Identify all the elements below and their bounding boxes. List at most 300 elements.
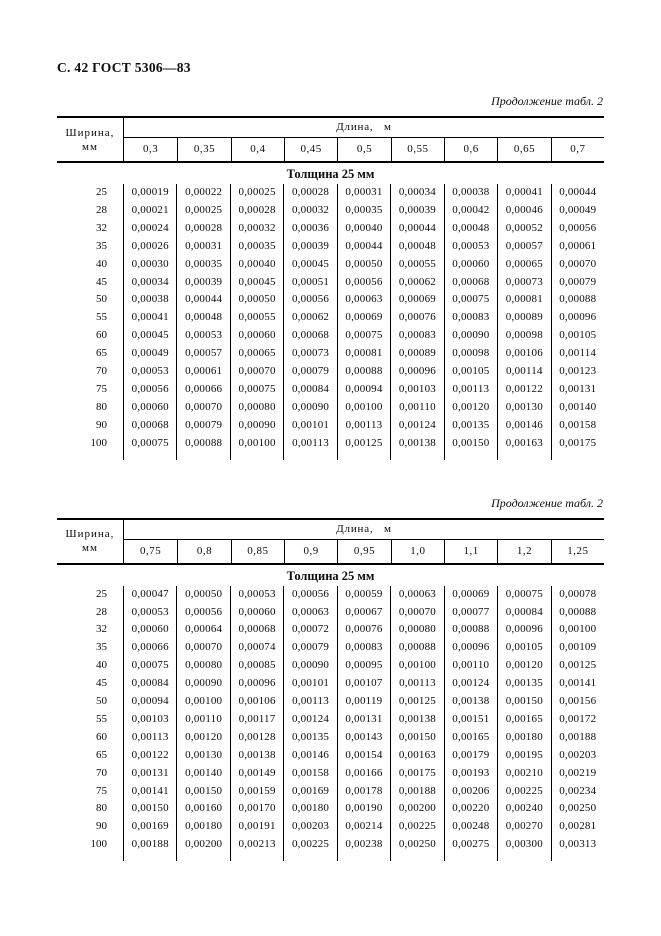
length-col-header: 0,85 bbox=[231, 540, 284, 563]
volume-cell: 0,00057 bbox=[497, 238, 550, 256]
width-cell: 75 bbox=[96, 382, 107, 395]
volume-cell: 0,00122 bbox=[497, 381, 550, 399]
volume-cell: 0,00281 bbox=[551, 818, 604, 836]
table-row bbox=[57, 818, 604, 836]
volume-cell: 0,00057 bbox=[176, 345, 229, 363]
table-row bbox=[57, 399, 604, 417]
table-row bbox=[57, 604, 604, 622]
volume-cell: 0,00206 bbox=[444, 783, 497, 801]
volume-cell: 0,00100 bbox=[337, 399, 390, 417]
volume-cell: 0,00065 bbox=[497, 256, 550, 274]
volume-cell: 0,00053 bbox=[123, 363, 176, 381]
volume-cell: 0,00165 bbox=[444, 729, 497, 747]
width-cell: 100 bbox=[90, 838, 107, 851]
volume-cell: 0,00075 bbox=[123, 435, 176, 460]
table-caption: Продолжение табл. 2 bbox=[491, 94, 603, 108]
volume-cell: 0,00203 bbox=[551, 747, 604, 765]
volume-cell: 0,00119 bbox=[337, 693, 390, 711]
volume-cell: 0,00200 bbox=[390, 800, 443, 818]
width-cell: 45 bbox=[96, 275, 107, 288]
volume-cell: 0,00141 bbox=[551, 675, 604, 693]
volume-cell: 0,00021 bbox=[123, 202, 176, 220]
volume-cell: 0,00056 bbox=[176, 604, 229, 622]
volume-cell: 0,00065 bbox=[230, 345, 283, 363]
volume-cell: 0,00063 bbox=[283, 604, 336, 622]
volume-cell: 0,00095 bbox=[337, 657, 390, 675]
volume-cell: 0,00088 bbox=[337, 363, 390, 381]
table-row bbox=[57, 836, 604, 861]
width-cell: 65 bbox=[96, 748, 107, 761]
volume-cell: 0,00096 bbox=[230, 675, 283, 693]
table-row bbox=[57, 220, 604, 238]
volume-cell: 0,00073 bbox=[497, 274, 550, 292]
width-cell: 65 bbox=[96, 347, 107, 360]
volume-cell: 0,00060 bbox=[444, 256, 497, 274]
volume-cell: 0,00188 bbox=[551, 729, 604, 747]
volume-cell: 0,00107 bbox=[337, 675, 390, 693]
volume-cell: 0,00032 bbox=[283, 202, 336, 220]
volume-cell: 0,00022 bbox=[176, 184, 229, 202]
volume-cell: 0,00130 bbox=[497, 399, 550, 417]
volume-cell: 0,00138 bbox=[390, 435, 443, 460]
volume-cell: 0,00158 bbox=[551, 417, 604, 435]
length-header: Длина, м bbox=[124, 118, 604, 138]
thickness-subheader: Толщина 25 мм bbox=[286, 167, 375, 181]
width-cell: 45 bbox=[96, 677, 107, 690]
width-header-line1: Ширина, bbox=[65, 528, 115, 541]
volume-cell: 0,00138 bbox=[390, 711, 443, 729]
table-body bbox=[57, 586, 604, 862]
volume-cell: 0,00114 bbox=[551, 345, 604, 363]
volume-cell: 0,00238 bbox=[337, 836, 390, 861]
volume-table-1 bbox=[57, 116, 604, 460]
volume-cell: 0,00079 bbox=[176, 417, 229, 435]
volume-cell: 0,00130 bbox=[176, 747, 229, 765]
length-col-header: 0,95 bbox=[337, 540, 390, 563]
volume-cell: 0,00180 bbox=[497, 729, 550, 747]
volume-cell: 0,00175 bbox=[390, 765, 443, 783]
volume-cell: 0,00088 bbox=[390, 639, 443, 657]
volume-cell: 0,00075 bbox=[230, 381, 283, 399]
volume-cell: 0,00150 bbox=[444, 435, 497, 460]
volume-cell: 0,00069 bbox=[337, 309, 390, 327]
volume-cell: 0,00100 bbox=[551, 621, 604, 639]
volume-cell: 0,00270 bbox=[497, 818, 550, 836]
table-row bbox=[57, 184, 604, 202]
volume-cell: 0,00156 bbox=[551, 693, 604, 711]
width-cell: 40 bbox=[96, 659, 107, 672]
length-column-headers bbox=[124, 540, 604, 563]
volume-cell: 0,00038 bbox=[444, 184, 497, 202]
volume-cell: 0,00055 bbox=[230, 309, 283, 327]
width-cell: 28 bbox=[96, 203, 107, 216]
volume-cell: 0,00140 bbox=[176, 765, 229, 783]
volume-cell: 0,00096 bbox=[444, 639, 497, 657]
volume-cell: 0,00248 bbox=[444, 818, 497, 836]
table-row bbox=[57, 435, 604, 460]
volume-cell: 0,00075 bbox=[444, 291, 497, 309]
volume-cell: 0,00050 bbox=[176, 586, 229, 604]
volume-cell: 0,00047 bbox=[123, 586, 176, 604]
volume-cell: 0,00055 bbox=[390, 256, 443, 274]
volume-cell: 0,00077 bbox=[444, 604, 497, 622]
volume-cell: 0,00040 bbox=[230, 256, 283, 274]
table-row bbox=[57, 765, 604, 783]
width-cell: 35 bbox=[96, 239, 107, 252]
volume-cell: 0,00141 bbox=[123, 783, 176, 801]
length-col-header: 0,65 bbox=[497, 138, 550, 161]
volume-cell: 0,00135 bbox=[444, 417, 497, 435]
volume-cell: 0,00191 bbox=[230, 818, 283, 836]
table-row bbox=[57, 657, 604, 675]
table-row bbox=[57, 711, 604, 729]
volume-cell: 0,00083 bbox=[444, 309, 497, 327]
volume-cell: 0,00056 bbox=[123, 381, 176, 399]
volume-cell: 0,00035 bbox=[176, 256, 229, 274]
width-cell: 80 bbox=[96, 400, 107, 413]
table-row bbox=[57, 675, 604, 693]
volume-cell: 0,00063 bbox=[390, 586, 443, 604]
volume-cell: 0,00110 bbox=[444, 657, 497, 675]
volume-cell: 0,00056 bbox=[337, 274, 390, 292]
width-column-header bbox=[57, 118, 124, 161]
volume-cell: 0,00075 bbox=[497, 586, 550, 604]
length-col-header: 0,55 bbox=[391, 138, 444, 161]
volume-cell: 0,00120 bbox=[444, 399, 497, 417]
thickness-subheader: Толщина 25 мм bbox=[286, 568, 375, 583]
volume-cell: 0,00225 bbox=[497, 783, 550, 801]
volume-cell: 0,00114 bbox=[497, 363, 550, 381]
volume-cell: 0,00103 bbox=[123, 711, 176, 729]
table-row bbox=[57, 729, 604, 747]
volume-cell: 0,00096 bbox=[551, 309, 604, 327]
volume-cell: 0,00225 bbox=[283, 836, 336, 861]
volume-cell: 0,00028 bbox=[176, 220, 229, 238]
volume-cell: 0,00084 bbox=[123, 675, 176, 693]
volume-cell: 0,00038 bbox=[123, 291, 176, 309]
width-cell: 28 bbox=[96, 605, 107, 618]
volume-cell: 0,00113 bbox=[337, 417, 390, 435]
width-cell: 55 bbox=[96, 712, 107, 725]
table-row bbox=[57, 693, 604, 711]
volume-cell: 0,00080 bbox=[176, 657, 229, 675]
volume-cell: 0,00109 bbox=[551, 639, 604, 657]
table-header bbox=[57, 116, 604, 163]
volume-cell: 0,00063 bbox=[337, 291, 390, 309]
volume-cell: 0,00180 bbox=[283, 800, 336, 818]
volume-cell: 0,00049 bbox=[551, 202, 604, 220]
volume-cell: 0,00089 bbox=[390, 345, 443, 363]
table-row bbox=[57, 202, 604, 220]
volume-cell: 0,00094 bbox=[337, 381, 390, 399]
volume-cell: 0,00083 bbox=[390, 327, 443, 345]
table-section-1 bbox=[57, 94, 604, 460]
width-header-line1: Ширина, bbox=[65, 126, 115, 139]
volume-cell: 0,00061 bbox=[176, 363, 229, 381]
volume-cell: 0,00074 bbox=[230, 639, 283, 657]
volume-cell: 0,00079 bbox=[283, 363, 336, 381]
table-row bbox=[57, 363, 604, 381]
volume-cell: 0,00034 bbox=[390, 184, 443, 202]
width-cell: 70 bbox=[96, 766, 107, 779]
volume-cell: 0,00068 bbox=[123, 417, 176, 435]
width-cell: 25 bbox=[96, 587, 107, 600]
volume-cell: 0,00039 bbox=[283, 238, 336, 256]
volume-cell: 0,00069 bbox=[390, 291, 443, 309]
volume-cell: 0,00163 bbox=[390, 747, 443, 765]
volume-cell: 0,00110 bbox=[390, 399, 443, 417]
volume-cell: 0,00178 bbox=[337, 783, 390, 801]
width-cell: 90 bbox=[96, 418, 107, 431]
length-col-header: 1,2 bbox=[497, 540, 550, 563]
volume-cell: 0,00135 bbox=[497, 675, 550, 693]
width-cell: 75 bbox=[96, 784, 107, 797]
volume-cell: 0,00046 bbox=[497, 202, 550, 220]
length-header-group bbox=[124, 520, 604, 563]
volume-cell: 0,00048 bbox=[444, 220, 497, 238]
volume-cell: 0,00084 bbox=[283, 381, 336, 399]
volume-cell: 0,00044 bbox=[176, 291, 229, 309]
volume-cell: 0,00042 bbox=[444, 202, 497, 220]
volume-cell: 0,00039 bbox=[176, 274, 229, 292]
volume-cell: 0,00070 bbox=[176, 399, 229, 417]
volume-cell: 0,00075 bbox=[123, 657, 176, 675]
volume-cell: 0,00049 bbox=[123, 345, 176, 363]
volume-cell: 0,00113 bbox=[444, 381, 497, 399]
volume-cell: 0,00044 bbox=[390, 220, 443, 238]
volume-cell: 0,00150 bbox=[123, 800, 176, 818]
length-col-header: 0,5 bbox=[337, 138, 390, 161]
volume-cell: 0,00073 bbox=[283, 345, 336, 363]
volume-cell: 0,00159 bbox=[230, 783, 283, 801]
volume-cell: 0,00048 bbox=[176, 309, 229, 327]
volume-cell: 0,00140 bbox=[551, 399, 604, 417]
volume-cell: 0,00045 bbox=[283, 256, 336, 274]
volume-cell: 0,00113 bbox=[123, 729, 176, 747]
volume-cell: 0,00106 bbox=[230, 693, 283, 711]
volume-cell: 0,00070 bbox=[230, 363, 283, 381]
length-col-header: 1,25 bbox=[551, 540, 604, 563]
length-col-header: 0,45 bbox=[284, 138, 337, 161]
width-cell: 60 bbox=[96, 329, 107, 342]
volume-cell: 0,00120 bbox=[176, 729, 229, 747]
volume-cell: 0,00172 bbox=[551, 711, 604, 729]
volume-cell: 0,00190 bbox=[337, 800, 390, 818]
width-cell: 50 bbox=[96, 695, 107, 708]
volume-cell: 0,00050 bbox=[337, 256, 390, 274]
volume-cell: 0,00179 bbox=[444, 747, 497, 765]
volume-cell: 0,00085 bbox=[230, 657, 283, 675]
volume-cell: 0,00138 bbox=[230, 747, 283, 765]
volume-cell: 0,00105 bbox=[497, 639, 550, 657]
volume-cell: 0,00125 bbox=[551, 657, 604, 675]
volume-cell: 0,00220 bbox=[444, 800, 497, 818]
volume-cell: 0,00030 bbox=[123, 256, 176, 274]
volume-cell: 0,00096 bbox=[497, 621, 550, 639]
volume-cell: 0,00028 bbox=[230, 202, 283, 220]
width-cell: 60 bbox=[96, 730, 107, 743]
length-col-header: 1,0 bbox=[391, 540, 444, 563]
volume-cell: 0,00035 bbox=[230, 238, 283, 256]
volume-cell: 0,00080 bbox=[390, 621, 443, 639]
table-row bbox=[57, 256, 604, 274]
length-col-header: 0,75 bbox=[140, 544, 162, 557]
table-row bbox=[57, 639, 604, 657]
volume-cell: 0,00128 bbox=[230, 729, 283, 747]
volume-cell: 0,00053 bbox=[444, 238, 497, 256]
volume-cell: 0,00169 bbox=[283, 783, 336, 801]
volume-cell: 0,00188 bbox=[390, 783, 443, 801]
width-cell: 32 bbox=[96, 623, 107, 636]
volume-cell: 0,00036 bbox=[283, 220, 336, 238]
volume-cell: 0,00039 bbox=[390, 202, 443, 220]
volume-cell: 0,00060 bbox=[230, 327, 283, 345]
volume-cell: 0,00125 bbox=[390, 693, 443, 711]
table-header bbox=[57, 518, 604, 565]
volume-cell: 0,00163 bbox=[497, 435, 550, 460]
volume-cell: 0,00105 bbox=[551, 327, 604, 345]
volume-cell: 0,00150 bbox=[497, 693, 550, 711]
volume-cell: 0,00053 bbox=[176, 327, 229, 345]
volume-cell: 0,00045 bbox=[230, 274, 283, 292]
width-column-header bbox=[57, 520, 124, 563]
volume-cell: 0,00078 bbox=[551, 586, 604, 604]
volume-cell: 0,00090 bbox=[283, 657, 336, 675]
volume-cell: 0,00313 bbox=[551, 836, 604, 861]
width-cell: 90 bbox=[96, 820, 107, 833]
table-row bbox=[57, 274, 604, 292]
width-cell: 100 bbox=[90, 436, 107, 449]
volume-cell: 0,00098 bbox=[444, 345, 497, 363]
volume-cell: 0,00100 bbox=[390, 657, 443, 675]
table-row bbox=[57, 417, 604, 435]
volume-cell: 0,00040 bbox=[337, 220, 390, 238]
volume-cell: 0,00031 bbox=[337, 184, 390, 202]
volume-cell: 0,00067 bbox=[337, 604, 390, 622]
volume-cell: 0,00068 bbox=[230, 621, 283, 639]
volume-cell: 0,00070 bbox=[390, 604, 443, 622]
length-col-header: 0,3 bbox=[143, 143, 159, 155]
volume-cell: 0,00158 bbox=[283, 765, 336, 783]
volume-cell: 0,00041 bbox=[497, 184, 550, 202]
volume-cell: 0,00124 bbox=[444, 675, 497, 693]
page-title: С. 42 ГОСТ 5306—83 bbox=[57, 60, 191, 75]
width-cell: 40 bbox=[96, 257, 107, 270]
volume-cell: 0,00124 bbox=[283, 711, 336, 729]
volume-cell: 0,00113 bbox=[390, 675, 443, 693]
volume-cell: 0,00076 bbox=[337, 621, 390, 639]
volume-cell: 0,00094 bbox=[123, 693, 176, 711]
volume-cell: 0,00101 bbox=[283, 675, 336, 693]
volume-cell: 0,00061 bbox=[551, 238, 604, 256]
width-header-line2: мм bbox=[82, 140, 98, 153]
volume-cell: 0,00103 bbox=[390, 381, 443, 399]
volume-cell: 0,00088 bbox=[551, 604, 604, 622]
table-row bbox=[57, 800, 604, 818]
table-row bbox=[57, 238, 604, 256]
volume-cell: 0,00149 bbox=[230, 765, 283, 783]
volume-cell: 0,00070 bbox=[176, 639, 229, 657]
volume-cell: 0,00100 bbox=[230, 435, 283, 460]
volume-cell: 0,00090 bbox=[176, 675, 229, 693]
volume-cell: 0,00081 bbox=[497, 291, 550, 309]
volume-cell: 0,00100 bbox=[176, 693, 229, 711]
volume-cell: 0,00088 bbox=[444, 621, 497, 639]
table-caption: Продолжение табл. 2 bbox=[491, 495, 603, 510]
volume-cell: 0,00051 bbox=[283, 274, 336, 292]
volume-cell: 0,00110 bbox=[176, 711, 229, 729]
length-header: Длина, м bbox=[124, 520, 604, 540]
width-cell: 70 bbox=[96, 365, 107, 378]
volume-cell: 0,00143 bbox=[337, 729, 390, 747]
width-header-line2: мм bbox=[82, 542, 98, 555]
width-cell: 80 bbox=[96, 802, 107, 815]
table-row bbox=[57, 309, 604, 327]
volume-cell: 0,00169 bbox=[123, 818, 176, 836]
table-body bbox=[57, 184, 604, 460]
volume-cell: 0,00050 bbox=[230, 291, 283, 309]
width-cell: 25 bbox=[96, 186, 107, 198]
volume-cell: 0,00032 bbox=[230, 220, 283, 238]
volume-cell: 0,00053 bbox=[123, 604, 176, 622]
table-row bbox=[57, 783, 604, 801]
volume-cell: 0,00195 bbox=[497, 747, 550, 765]
volume-cell: 0,00079 bbox=[551, 274, 604, 292]
length-column-headers bbox=[124, 138, 604, 161]
volume-cell: 0,00131 bbox=[123, 765, 176, 783]
volume-cell: 0,00076 bbox=[390, 309, 443, 327]
volume-cell: 0,00200 bbox=[176, 836, 229, 861]
volume-cell: 0,00048 bbox=[390, 238, 443, 256]
volume-cell: 0,00105 bbox=[444, 363, 497, 381]
volume-cell: 0,00106 bbox=[497, 345, 550, 363]
table-row bbox=[57, 381, 604, 399]
volume-cell: 0,00052 bbox=[497, 220, 550, 238]
volume-cell: 0,00146 bbox=[283, 747, 336, 765]
volume-cell: 0,00056 bbox=[551, 220, 604, 238]
volume-cell: 0,00250 bbox=[551, 800, 604, 818]
width-cell: 35 bbox=[96, 641, 107, 654]
volume-cell: 0,00080 bbox=[230, 399, 283, 417]
length-col-header: 1,1 bbox=[444, 540, 497, 563]
volume-cell: 0,00146 bbox=[497, 417, 550, 435]
volume-cell: 0,00062 bbox=[390, 274, 443, 292]
volume-cell: 0,00069 bbox=[444, 586, 497, 604]
volume-cell: 0,00024 bbox=[123, 220, 176, 238]
volume-cell: 0,00041 bbox=[123, 309, 176, 327]
volume-cell: 0,00113 bbox=[283, 435, 336, 460]
volume-cell: 0,00070 bbox=[551, 256, 604, 274]
volume-cell: 0,00125 bbox=[337, 435, 390, 460]
volume-cell: 0,00214 bbox=[337, 818, 390, 836]
volume-cell: 0,00083 bbox=[337, 639, 390, 657]
volume-cell: 0,00056 bbox=[283, 586, 336, 604]
volume-cell: 0,00150 bbox=[176, 783, 229, 801]
volume-cell: 0,00219 bbox=[551, 765, 604, 783]
volume-cell: 0,00062 bbox=[283, 309, 336, 327]
volume-cell: 0,00028 bbox=[283, 184, 336, 202]
volume-cell: 0,00300 bbox=[497, 836, 550, 861]
length-col-header: 0,7 bbox=[551, 138, 604, 161]
volume-cell: 0,00072 bbox=[283, 621, 336, 639]
volume-cell: 0,00113 bbox=[283, 693, 336, 711]
volume-cell: 0,00154 bbox=[337, 747, 390, 765]
table-row bbox=[57, 345, 604, 363]
volume-cell: 0,00060 bbox=[230, 604, 283, 622]
volume-cell: 0,00084 bbox=[497, 604, 550, 622]
volume-cell: 0,00180 bbox=[176, 818, 229, 836]
volume-cell: 0,00026 bbox=[123, 238, 176, 256]
